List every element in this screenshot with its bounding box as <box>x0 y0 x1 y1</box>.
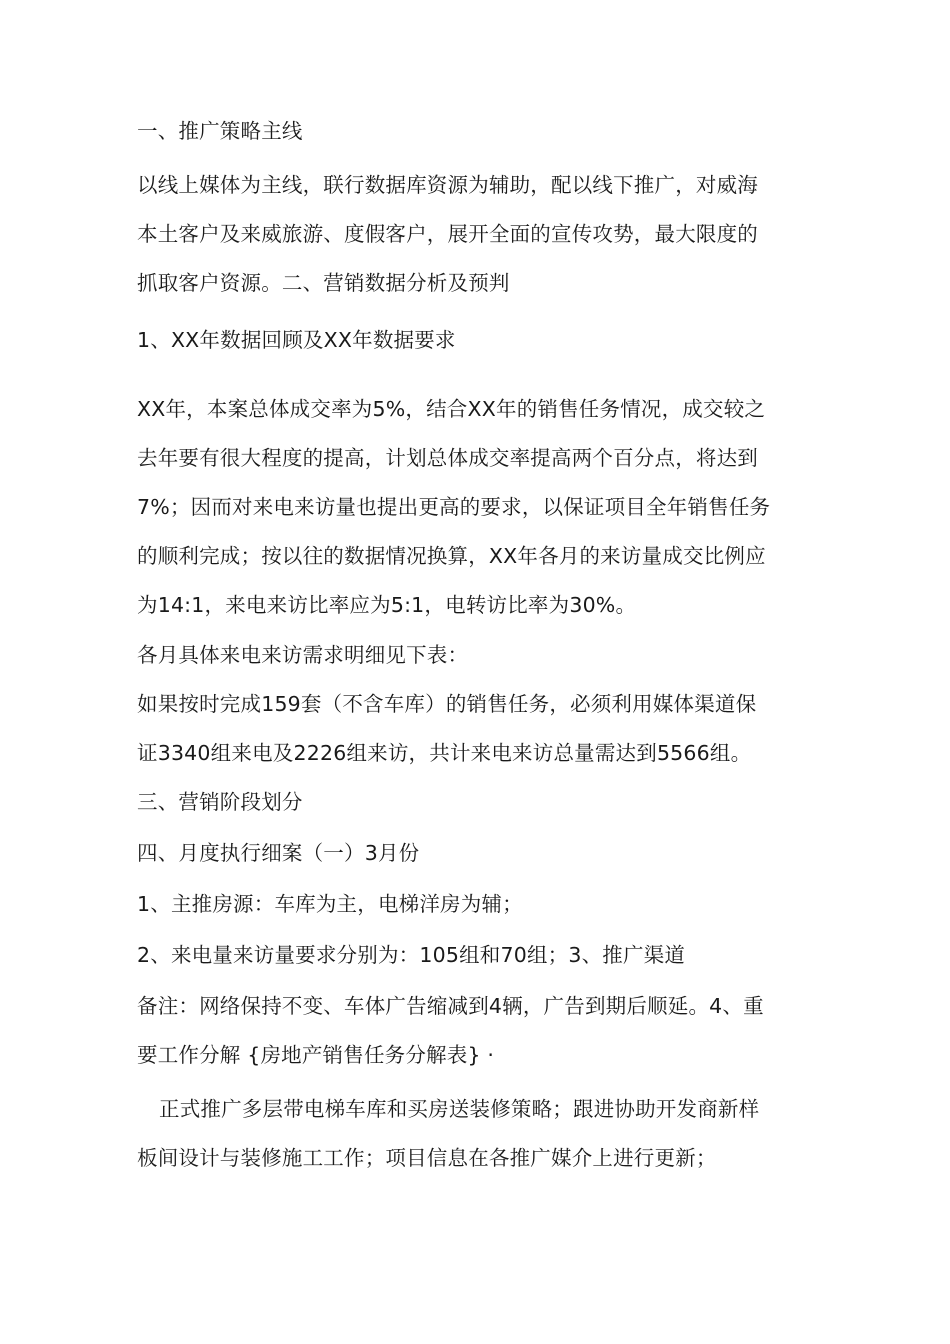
paragraph-line: 的顺利完成；按以往的数据情况换算，XX年各月的来访量成交比例应 <box>137 544 766 568</box>
paragraph-line: 要工作分解 {房地产销售任务分解表} · <box>137 1043 495 1067</box>
paragraph-line: 证3340组来电及2226组来访，共计来电来访总量需达到5566组。 <box>137 741 752 765</box>
paragraph-line: 如果按时完成159套（不含车库）的销售任务，必须利用媒体渠道保 <box>137 692 757 716</box>
heading-strategy: 一、推广策略主线 <box>137 119 303 143</box>
paragraph-line: 7%；因而对来电来访量也提出更高的要求，以保证项目全年销售任务 <box>137 495 771 519</box>
list-item: 2、来电量来访量要求分别为：105组和70组；3、推广渠道 <box>137 943 686 967</box>
paragraph-line: 以线上媒体为主线，联行数据库资源为辅助，配以线下推广，对威海 <box>137 173 758 197</box>
paragraph-line: 为14:1，来电来访比率应为5:1，电转访比率为30%。 <box>137 593 637 617</box>
list-item: 1、主推房源：车库为主，电梯洋房为辅； <box>137 892 523 916</box>
subheading-data-review: 1、XX年数据回顾及XX年数据要求 <box>137 328 456 352</box>
paragraph-line: 去年要有很大程度的提高，计划总体成交率提高两个百分点，将达到 <box>137 446 758 470</box>
paragraph-line: 本土客户及来威旅游、度假客户，展开全面的宣传攻势，最大限度的 <box>137 222 758 246</box>
heading-stages: 三、营销阶段划分 <box>137 790 303 814</box>
paragraph-line: 各月具体来电来访需求明细见下表： <box>137 643 469 667</box>
paragraph-line: 板间设计与装修施工工作；项目信息在各推广媒介上进行更新； <box>137 1146 717 1170</box>
paragraph-line: XX年，本案总体成交率为5%，结合XX年的销售任务情况，成交较之 <box>137 397 766 421</box>
heading-monthly-plan: 四、月度执行细案（一）3月份 <box>137 841 420 865</box>
paragraph-line: 正式推广多层带电梯车库和买房送装修策略；跟进协助开发商新样 <box>159 1097 760 1121</box>
paragraph-line: 备注：网络保持不变、车体广告缩减到4辆，广告到期后顺延。4、重 <box>137 994 764 1018</box>
paragraph-line: 抓取客户资源。二、营销数据分析及预判 <box>137 271 510 295</box>
